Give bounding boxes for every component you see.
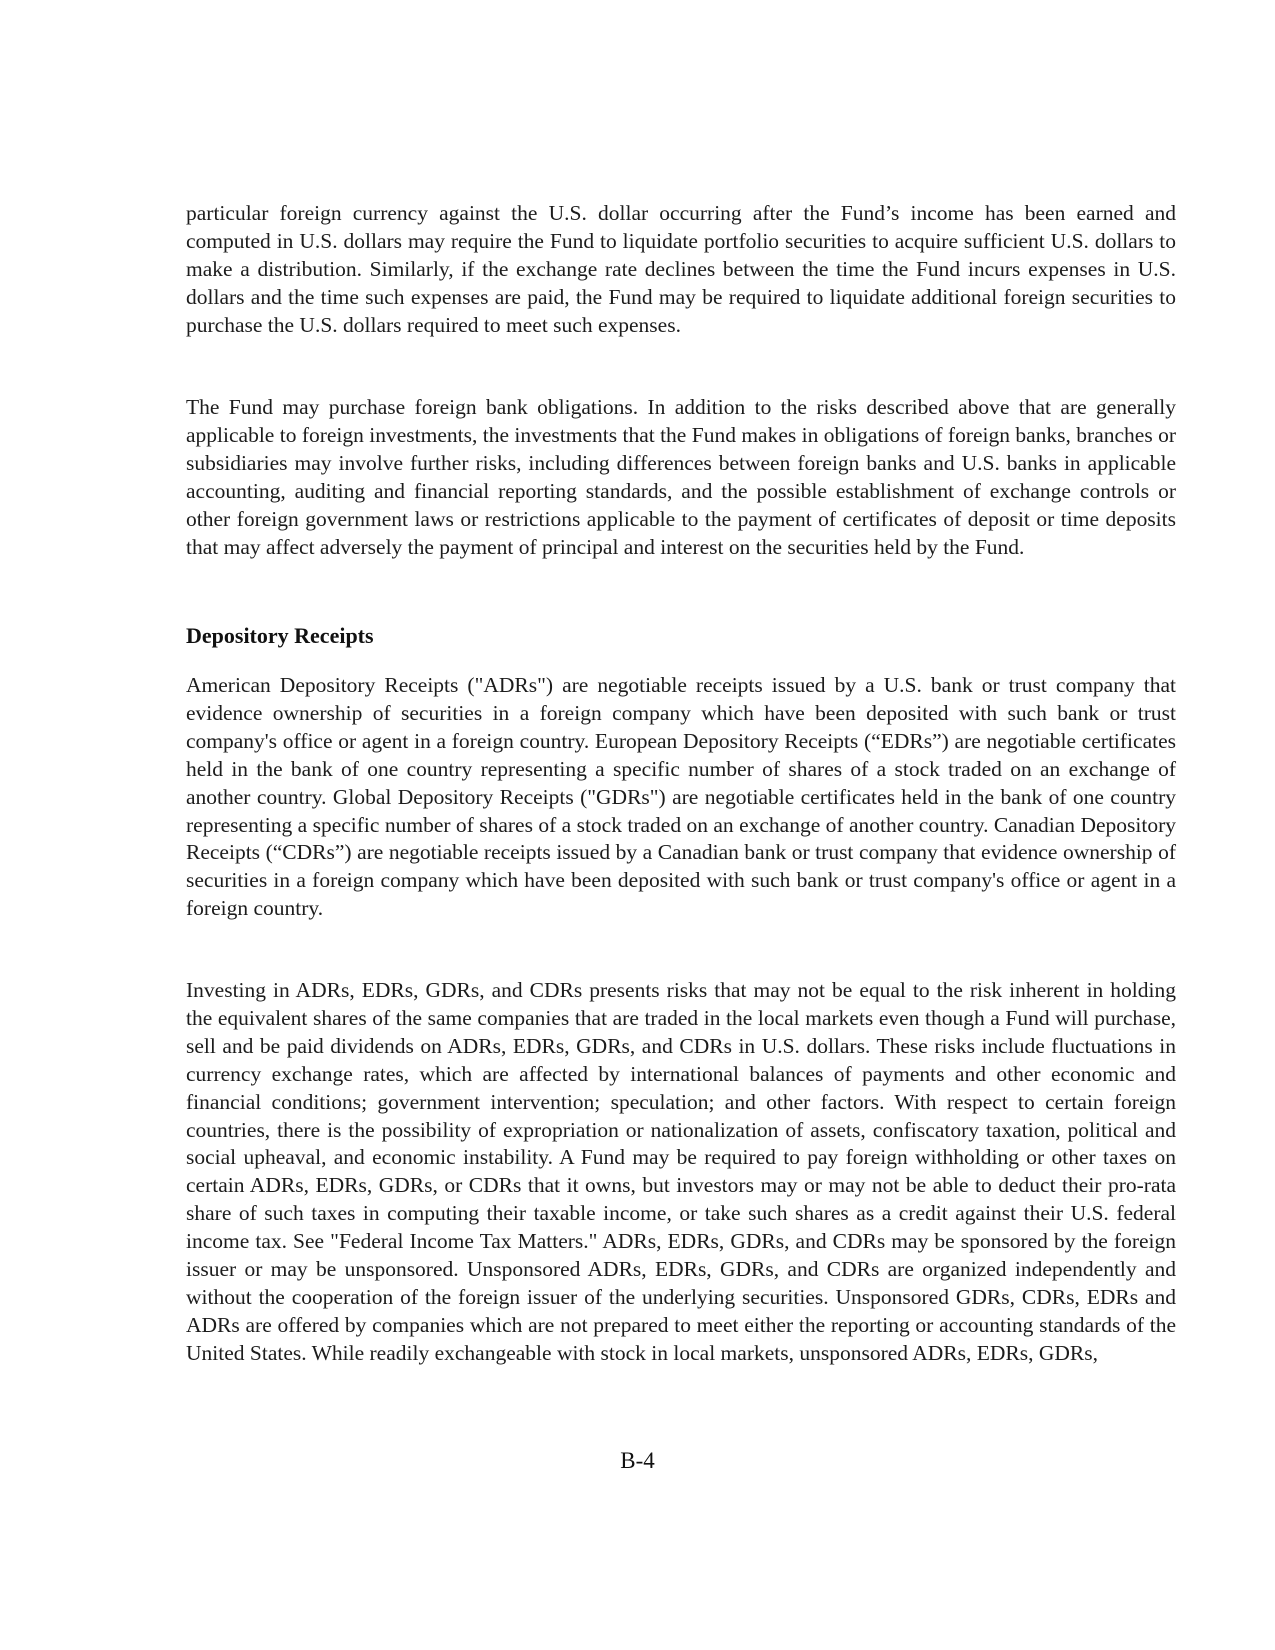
paragraph-depository-receipts-definition: American Depository Receipts ("ADRs") are negotiable receipts issued by a U.S. bank or trust company that evidence ownership of securities in a foreign company which have been deposited with such bank or trust company's office or agent in a foreign country. European Depository Receipts (“EDRs”) are negotiable certificates held in the bank of one country representing a specific number of shares of a stock traded on an exchange of another country. Global Depository Receipts ("GDRs") are negotiable certificates held in the bank of one country representing a specific number of shares of a stock traded on an exchange of another country. Canadian Depository Receipts (“CDRs”) are negotiable receipts issued by a Canadian bank or trust company that evidence ownership of securities in a foreign company which have been deposited with such bank or trust company's office or agent in a foreign country. <box>186 673 1176 921</box>
paragraph-depository-receipts-risks: Investing in ADRs, EDRs, GDRs, and CDRs presents risks that may not be equal to the risk inherent in holding the equivalent shares of the same companies that are traded in the local markets even though a Fund will purchase, sell and be paid dividends on ADRs, EDRs, GDRs, and CDRs in U.S. dollars. These risks include fluctuations in currency exchange rates, which are affected by international balances of payments and other economic and financial conditions; government intervention; speculation; and other factors. With respect to certain foreign countries, there is the possibility of expropriation or nationalization of assets, confiscatory taxation, political and social upheaval, and economic instability. A Fund may be required to pay foreign withholding or other taxes on certain ADRs, EDRs, GDRs, or CDRs that it owns, but investors may or may not be able to deduct their pro-rata share of such taxes in computing their taxable income, or take such shares as a credit against their U.S. federal income tax. See "Federal Income Tax Matters." ADRs, EDRs, GDRs, and CDRs may be sponsored by the foreign issuer or may be unsponsored. Unsponsored ADRs, EDRs, GDRs, and CDRs are organized independently and without the cooperation of the foreign issuer of the underlying securities. Unsponsored GDRs, CDRs, EDRs and ADRs are offered by companies which are not prepared to meet either the reporting or accounting standards of the United States. While readily exchangeable with stock in local markets, unsponsored ADRs, EDRs, GDRs, <box>186 978 1176 1365</box>
paragraph-currency-risk: particular foreign currency against the U.S. dollar occurring after the Fund’s income has been earned and computed in U.S. dollars may require the Fund to liquidate portfolio securities to acquire sufficient U.S. dollars to make a distribution. Similarly, if the exchange rate declines between the time the Fund incurs expenses in U.S. dollars and the time such expenses are paid, the Fund may be required to liquidate additional foreign securities to purchase the U.S. dollars required to meet such expenses. <box>186 201 1176 337</box>
page-number: B-4 <box>620 1448 655 1473</box>
section-heading: Depository Receipts <box>186 623 374 648</box>
paragraph-foreign-bank-obligations: The Fund may purchase foreign bank obligations. In addition to the risks described above that are generally applicable to foreign investments, the investments that the Fund makes in obligations of foreign banks, branches or subsidiaries may involve further risks, including differences between foreign banks and U.S. banks in applicable accounting, auditing and financial reporting standards, and the possible establishment of exchange controls or other foreign government laws or restrictions applicable to the payment of certificates of deposit or time deposits that may affect adversely the payment of principal and interest on the securities held by the Fund. <box>186 395 1176 559</box>
